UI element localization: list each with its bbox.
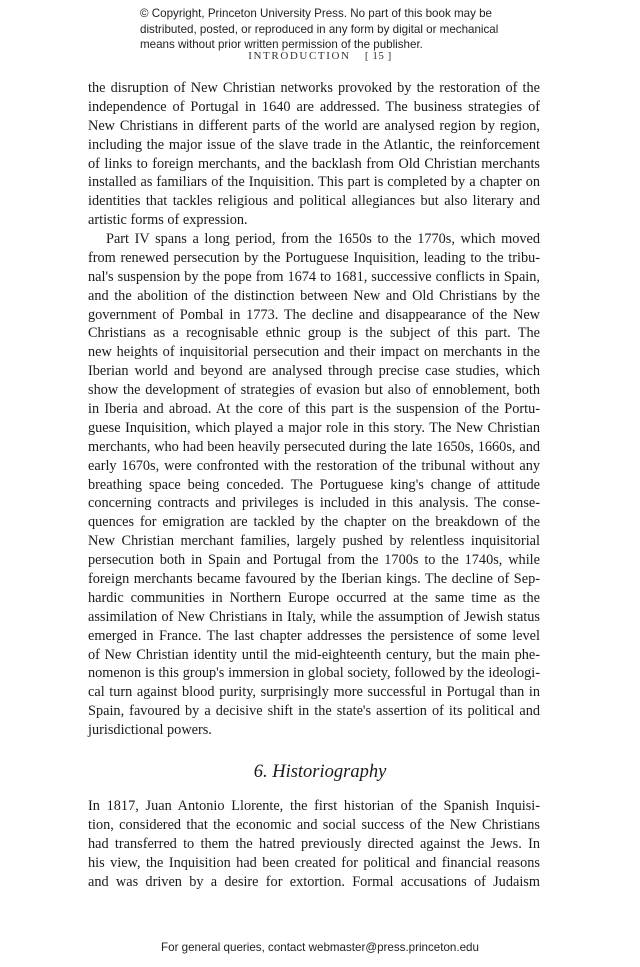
text-line: early 1670s, were confronted with the restoration of the tribunal without any xyxy=(88,457,540,474)
text-line: New Christians in different parts of the world are analysed region by region, xyxy=(88,117,540,134)
text-line: of links to foreign merchants, and the backlash from Old Christian merchants xyxy=(88,155,540,172)
copyright-line: distributed, posted, or reproduced in any form by digital or mechanical xyxy=(140,22,499,36)
section-heading: 6. Historiography xyxy=(253,762,387,782)
text-line: persecution both in Spain and Portugal from the 1700s to the 1740s, while xyxy=(88,552,540,569)
text-line: breathing space being conceded. The Portuguese king's change of attitude xyxy=(88,476,540,493)
text-line: and the abolition of the distinction between New and Old Christians by the xyxy=(88,287,540,304)
text-line: the disruption of New Christian networks provoked by the restoration of the xyxy=(88,80,540,96)
text-line: government of Pombal in 1773. The decline and disappearance of the New xyxy=(88,306,540,323)
text-line: hardic communities in Northern Europe occurred at the same time as the xyxy=(88,589,540,606)
text-line: foreign merchants became favoured by the Iberian kings. The decline of Sep- xyxy=(88,571,540,588)
text-line: guese Inquisition, which played a major role in this story. The New Christian xyxy=(88,419,540,436)
text-line: jurisdictional powers. xyxy=(88,722,212,739)
text-line: nomenon is this group's immersion in global society, followed by the ideologi- xyxy=(88,665,540,682)
text-line: his view, the Inquisition had been created for political and financial reasons xyxy=(88,854,540,871)
text-line: Iberian world and beyond are analysed through precise case studies, which xyxy=(88,363,540,380)
page-number: [ 15 ] xyxy=(364,50,392,62)
text-line: nal's suspension by the pope from 1674 to 1681, successive conflicts in Spain, xyxy=(88,268,540,285)
copyright-line: © Copyright, Princeton University Press. No part of this book may be xyxy=(140,7,492,20)
text-line: cal turn against blood purity, surprisingly more successful in Portugal than in xyxy=(88,684,540,701)
text-line: and was driven by a desire for extortion. Formal accusations of Judaism xyxy=(88,873,540,890)
text-line: independence of Portugal in 1640 are addressed. The business strategies of xyxy=(88,98,540,115)
text-line: tion, considered that the economic and social success of the New Christians xyxy=(88,816,540,833)
text-line: installed as familiars of the Inquisition. This part is completed by a chapter on xyxy=(88,174,540,191)
text-line: artistic forms of expression. xyxy=(88,212,248,229)
text-line: had transferred to them the hatred previously directed against the Jews. In xyxy=(88,835,540,852)
text-line: new heights of inquisitorial persecution and their impact on merchants in the xyxy=(88,344,540,361)
running-head xyxy=(0,50,640,62)
text-line: Spain, favoured by a decisive shift in the state's assertion of its political and xyxy=(88,703,540,720)
text-line: New Christian merchant families, largely pushed by relentless inquisitorial xyxy=(88,533,540,550)
text-line: in Iberia and abroad. At the core of this part is the suspension of the Portu- xyxy=(88,401,540,418)
text-line: identities that tackles religious and political allegiances but also literary and xyxy=(88,193,540,210)
copyright-notice xyxy=(140,6,520,53)
body-paragraph-1 xyxy=(88,79,540,230)
running-head-title: INTRODUCTION xyxy=(248,50,351,62)
text-line: show the development of strategies of evasion but also of ennoblement, both xyxy=(88,382,540,399)
body-paragraph-3 xyxy=(88,797,540,891)
text-line: concerning contracts and privileges is included in this analysis. The conse- xyxy=(88,495,540,512)
copyright-line: means without prior written permission of the publisher. xyxy=(140,38,423,51)
text-line: quences for emigration are tackled by the chapter on the breakdown of the xyxy=(88,514,540,531)
footer-contact: For general queries, contact webmaster@press.princeton.edu xyxy=(161,941,479,954)
text-line: of New Christian identity until the mid-eighteenth century, but the main phe- xyxy=(88,646,540,663)
text-line: from renewed persecution by the Portuguese Inquisition, leading to the tribu- xyxy=(88,249,540,266)
text-line: including the major issue of the slave trade in the Atlantic, the reinforcement xyxy=(88,136,540,153)
text-line: Christians as a recognisable ethnic group is the subject of this part. The xyxy=(88,325,540,342)
text-line: merchants, who had been heavily persecuted during the late 1650s, 1660s, and xyxy=(88,438,540,455)
text-line: Part IV spans a long period, from the 1650s to the 1770s, which moved xyxy=(106,231,540,247)
text-line: In 1817, Juan Antonio Llorente, the first historian of the Spanish Inquisi- xyxy=(88,798,540,814)
body-paragraph-2 xyxy=(88,230,540,740)
text-line: assimilation of New Christians in Italy, while the assumption of Jewish status xyxy=(88,608,540,625)
text-line: emerged in France. The last chapter addresses the persistence of some level xyxy=(88,627,540,644)
